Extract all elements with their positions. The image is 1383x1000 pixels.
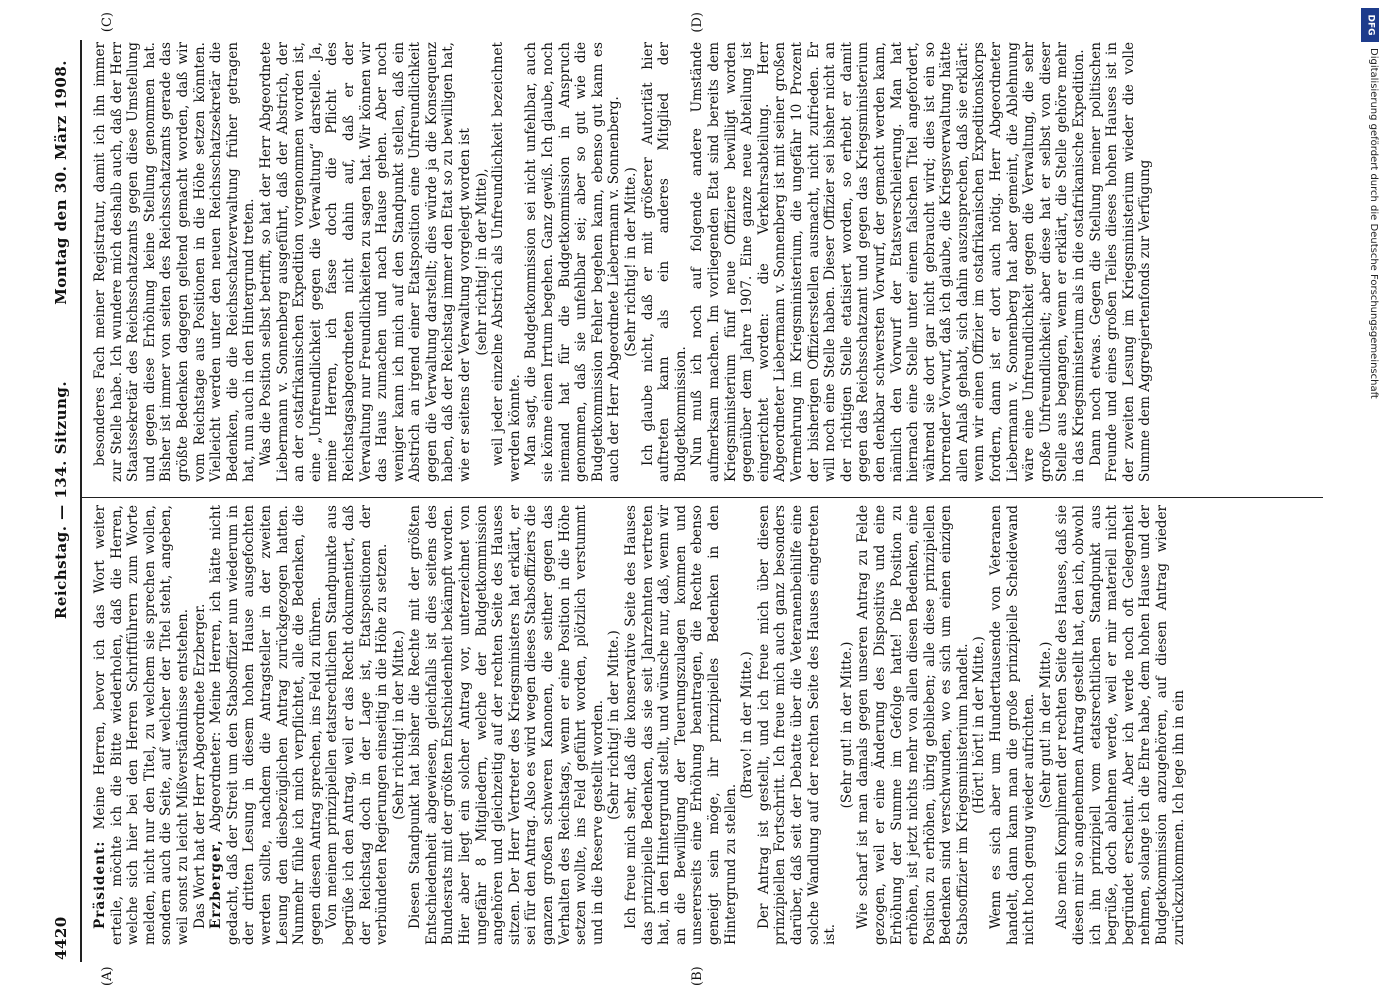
paragraph-text: weil jeder einzelne Abstrich als Unfreundlichkeit bezeichnet werden könnte. <box>490 42 523 482</box>
paragraph-text: Ich freue mich sehr, daß die konservative Seite des Hauses das prinzipielle Bedenken, das sie seit Jahrzehnten vertreten hat, in den Hintergrund stellt, und wünsche nur, daß, wenn wir an die Bewilligung der Teuerungszulagen kommen und unsererseits eine Erhöhung beantragen, die Rechte ebenso geneigt sein möge, ihr prinzipielles Bedenken in den Hintergrund zu stellen. <box>623 505 739 945</box>
interjection <box>739 505 756 945</box>
paragraph-text: (Sehr gut! in der Mitte.) <box>838 641 855 809</box>
paragraph-text: (Sehr richtig! in der Mitte.) <box>390 630 407 820</box>
interjection <box>971 505 988 945</box>
paragraph-text: Nun muß ich noch auf folgende andere Umstände aufmerksam machen. Im vorliegenden Etat sind bereits dem Kriegsministerium fünf neue Offiziere bewilligt worden gegenüber dem Jahre 1907. Eine ganze neue Abteilung ist eingerichtet worden: die Verkehrsabteilung. Herr Abgeordneter Liebermann v. Sonnenberg ist mit seiner großen Vermehrung im Kriegsministerium, die ungefähr 10 Prozent der bisherigen Offiziersstellen ausmacht, nicht zufrieden. Er will noch eine Stelle haben. Dieser Offizier sei bisher nicht an der richtigen Stelle etatisiert worden, so erhebt er damit gegen das Reichsschatzamt und gegen das Kriegsministerium den denkbar schwersten Vorwurf, der gemacht werden kann, nämlich den Vorwurf der Etatsverschleierung. Man hat hiernach eine Stelle unter einem falschen Titel angefordert, während sie dort gar nicht gebraucht wird; dies ist ein so horrender Vorwurf, daß ich glaube, die Kriegsverwaltung hätte allen Anlaß gehabt, sich dahin auszusprechen, daß sie erklärt: wenn wir einen Offizier im ostafrikanischen Expeditionskorps fordern, dann ist er dort auch nötig. Herr Abgeordneter Liebermann v. Sonnenberg hat aber gemeint, die Ablehnung wäre eine Unfreundlichkeit gegen die Verwaltung, die sehr große Unfreundlichkeit; aber diese hat er selbst von dieser Stelle aus begangen, wenn er erklärt, die Stelle gehöre mehr in das Kriegsministerium als in die ostafrikanische Expedition. <box>689 42 1088 482</box>
dfg-notice-text: Digitalisierung gefördert durch die Deutsche Forschungsgemeinschaft <box>1368 48 1379 399</box>
paragraph-text: Also mein Kompliment der rechten Seite des Hauses, daß sie diesen mir so angenehmen Antrag gestellt hat, den ich, obwohl ich ihn prinzipiell vom etatsrechtlichen Standpunkt aus begrüße, doch ablehnen werde, weil er mir materiell nicht begründet erscheint. Aber ich werde noch oft Gelegenheit nehmen, solange ich die Ehre habe, dem hohen Hause und der Budgetkommission anzugehören, auf diesen Antrag wieder zurückzukommen. Ich lege ihn in ein <box>1054 505 1187 945</box>
paragraph <box>407 505 606 945</box>
right-column <box>92 42 1352 482</box>
paragraph-text: Meine Herren, bevor ich das Wort weiter erteile, möchte ich die Bitte wiederholen, daß die Herren, welche sich hier bei den Herren Schriftführern zum Worte melden, nicht nur den Titel, zu welchem sie sprechen wollen, sondern auch die Seite, auf welcher der Titel steht, angeben, weil sonst zu leicht Mißverständnisse entstehen. <box>92 505 191 945</box>
paragraph <box>523 42 623 482</box>
session-date: Montag den 30. März 1908. <box>52 60 70 305</box>
paragraph-text: Von meinem prinzipiellen etatsrechtlichen Standpunkte aus begrüße ich den Antrag, weil er das Recht dokumentiert, daß der Reichstag doch in der Lage ist, Etatspositionen der verbündeten Regierungen einseitig in die Höhe zu setzen. <box>324 505 391 945</box>
paragraph-text: Abgeordneter: Meine Herren, ich hätte nicht gedacht, daß der Streit um den Stabsoffizier nun wiederum in der dritten Lesung in diesem hohen Hause ausgefochten werden sollte, nachdem die Antragsteller in der zweiten Lesung den diesbezüglichen Antrag zurückgezogen hatten. Nunmehr fühle ich mich verpflichtet, alle die Bedenken, die gegen diesen Antrag sprechen, ins Feld zu führen. <box>208 505 324 945</box>
paragraph-text: Das Wort hat der Herr Abgeordnete Erzberger. <box>191 603 208 929</box>
paragraph <box>490 42 523 482</box>
paragraph-text: Dann noch etwas. Gegen die Stellung meiner politischen Freunde und eines großen Teiles dieses hohen Hauses ist in der zweiten Lesung im Kriegsministerium wieder die volle Summe dem Aggregiertenfonds zur Verfügung <box>1087 42 1154 482</box>
paragraph <box>689 42 1087 482</box>
paragraph <box>756 505 839 945</box>
paragraph <box>988 505 1038 945</box>
margin-letter-d: (D) <box>690 12 705 33</box>
paragraph-text: besonderes Fach meiner Registratur, damit ich ihn immer zur Stelle habe. Ich wundere mich deshalb auch, daß der Herr Staatssekretär des Reichsschatzamts gegen diese Umstellung und gegen diese Erhöhung keine Stellung genommen hat. Bisher ist immer von seiten des Reichsschatzamts gerade das größte Bedenken dagegen geltend gemacht worden, daß wir vom Reichstage aus Positionen in die Höhe setzen könnten. Vielleicht werden unter den neuen Reichsschatzsekretär die Bedenken, die die Reichsschatzverwaltung früher getragen hat, nun auch in den Hintergrund treten. <box>92 42 258 482</box>
paragraph <box>1054 505 1187 945</box>
margin-letter-c: (C) <box>100 12 115 33</box>
paragraph <box>192 505 209 945</box>
paragraph <box>640 42 690 482</box>
paragraph-text: Diesen Standpunkt hat bisher die Rechte mit der größten Entschiedenheit abgewiesen, gleichfalls ist dies seitens des Bundesrats mit der größten Entschiedenheit bekämpft worden. Hier aber liegt ein solcher Antrag vor, unterzeichnet von ungefähr 8 Mitgliedern, welche der Budgetkommission angehören und gleichzeitig auf der rechten Seite des Hauses sitzen. Der Herr Vertreter des Kriegsministers hat erklärt, er sei für den Antrag. Also es wird wegen dieses Stabsoffiziers die ganzen großen schweren Kanonen, die seither gegen das Verhalten des Reichstags, wenn er eine Position in die Höhe setzen wollte, ins Feld geführt worden, plötzlich verstummt und in die Reserve gestellt worden. <box>407 505 606 945</box>
paragraph <box>855 505 971 945</box>
paragraph <box>92 42 258 482</box>
paragraph-text: Was die Position selbst betrifft, so hat der Herr Abgeordnete Liebermann v. Sonnenberg ausgeführt, daß der Abstrich, der an der ostafrikanischen Expedition vorgenommen worden ist, eine „Unfreundlichkeit gegen die Verwaltung“ darstelle. Ja, meine Herren, ich fasse doch die Pflicht des Reichstagsabgeordneten nicht dahin auf, daß er der Verwaltung nur Freundlichkeiten zu sagen hat. Wir können wir das Haus zumachen und nach Hause gehen. Aber noch weniger kann ich mich auf den Standpunkt stellen, daß ein Abstrich an irgend einer Etatsposition eine Unfreundlichkeit gegen die Verwaltung darstellt; dies würde ja die Konsequenz haben, daß der Reichstag immer den Etat so zu bewilligen hat, wie er seitens der Verwaltung vorgelegt worden ist <box>257 42 474 482</box>
paragraph-text: Der Antrag ist gestellt, und ich freue mich über diesen prinzipiellen Fortschritt. Ich freue mich auch ganz besonders darüber, daß seit der Debatte über die Veteranenbeihilfe eine solche Wandlung auf der rechten Seite des Hauses eingetreten ist. <box>755 505 839 945</box>
paragraph-text: (Sehr gut! in der Mitte.) <box>1037 641 1054 809</box>
interjection <box>391 505 408 945</box>
paragraph <box>1088 42 1154 482</box>
paragraph-text: Wie scharf ist man damals gegen unseren Antrag zu Felde gezogen, weil er eine Änderung des Dispositivs und eine Erhöhung der Summe im Gefolge hatte! Die Position zu erhöhen, ist jetzt nichts mehr von allen diesen Bedenken, eine Position zu erhöhen, übrig geblieben; alle diese prinzipiellen Bedenken sind verschwunden, wo es sich um einen einzigen Stabsoffizier im Kriegsministerium handelt. <box>855 505 971 945</box>
left-column <box>92 505 1352 945</box>
paragraph-text: Man sagt, die Budgetkommission sei nicht unfehlbar, auch sie könne einen Irrtum begehen. Ganz gewiß. Ich glaube, noch niemand hat für die Budgetkommission in Anspruch genommen, daß sie unfehlbar sei; aber so gut wie die Budgetkommission Fehler begehen kann, ebenso gut kann es auch der Herr Abgeordnete Liebermann v. Sonnenberg. <box>523 42 623 482</box>
margin-letter-b: (B) <box>690 966 705 986</box>
interjection <box>839 505 856 945</box>
page-number: 4420 <box>52 916 70 960</box>
paragraph <box>92 505 192 945</box>
speaker-name: Erzberger, <box>208 839 225 929</box>
paragraph-text: (Hört! hört! in der Mitte.) <box>971 636 988 814</box>
interjection <box>1038 505 1055 945</box>
dfg-notice <box>1361 8 1379 688</box>
paragraph-text: Ich glaube nicht, daß er mit größerer Autorität hier auftreten kann als ein anderes Mitglied der Budgetkommission. <box>639 42 689 482</box>
interjection <box>623 42 640 482</box>
paragraph-text: (Sehr richtig! in der Mitte.) <box>606 630 623 820</box>
paragraph <box>208 505 324 945</box>
running-header: Reichstag. — 134. Sitzung. <box>52 380 70 620</box>
paragraph-text: (Sehr richtig! in der Mitte.) <box>623 167 639 357</box>
column-divider <box>80 497 1323 498</box>
paragraph <box>324 505 390 945</box>
paragraph-text: (sehr richtig! in der Mitte), <box>473 168 490 356</box>
margin-letter-a: (A) <box>100 966 115 986</box>
paragraph <box>258 42 474 482</box>
paragraph <box>623 505 739 945</box>
dfg-logo: DFG <box>1361 8 1379 42</box>
paragraph-text: Wenn es sich aber um Hunderttausende von Veteranen handelt, dann kann man die große prinzipielle Scheidewand nicht hoch genug wieder aufrichten. <box>988 505 1038 945</box>
interjection <box>474 42 491 482</box>
speaker-name: Präsident: <box>92 840 108 929</box>
paragraph-text: (Bravo! in der Mitte.) <box>739 651 756 799</box>
header-rule <box>80 40 82 962</box>
interjection <box>606 505 623 945</box>
